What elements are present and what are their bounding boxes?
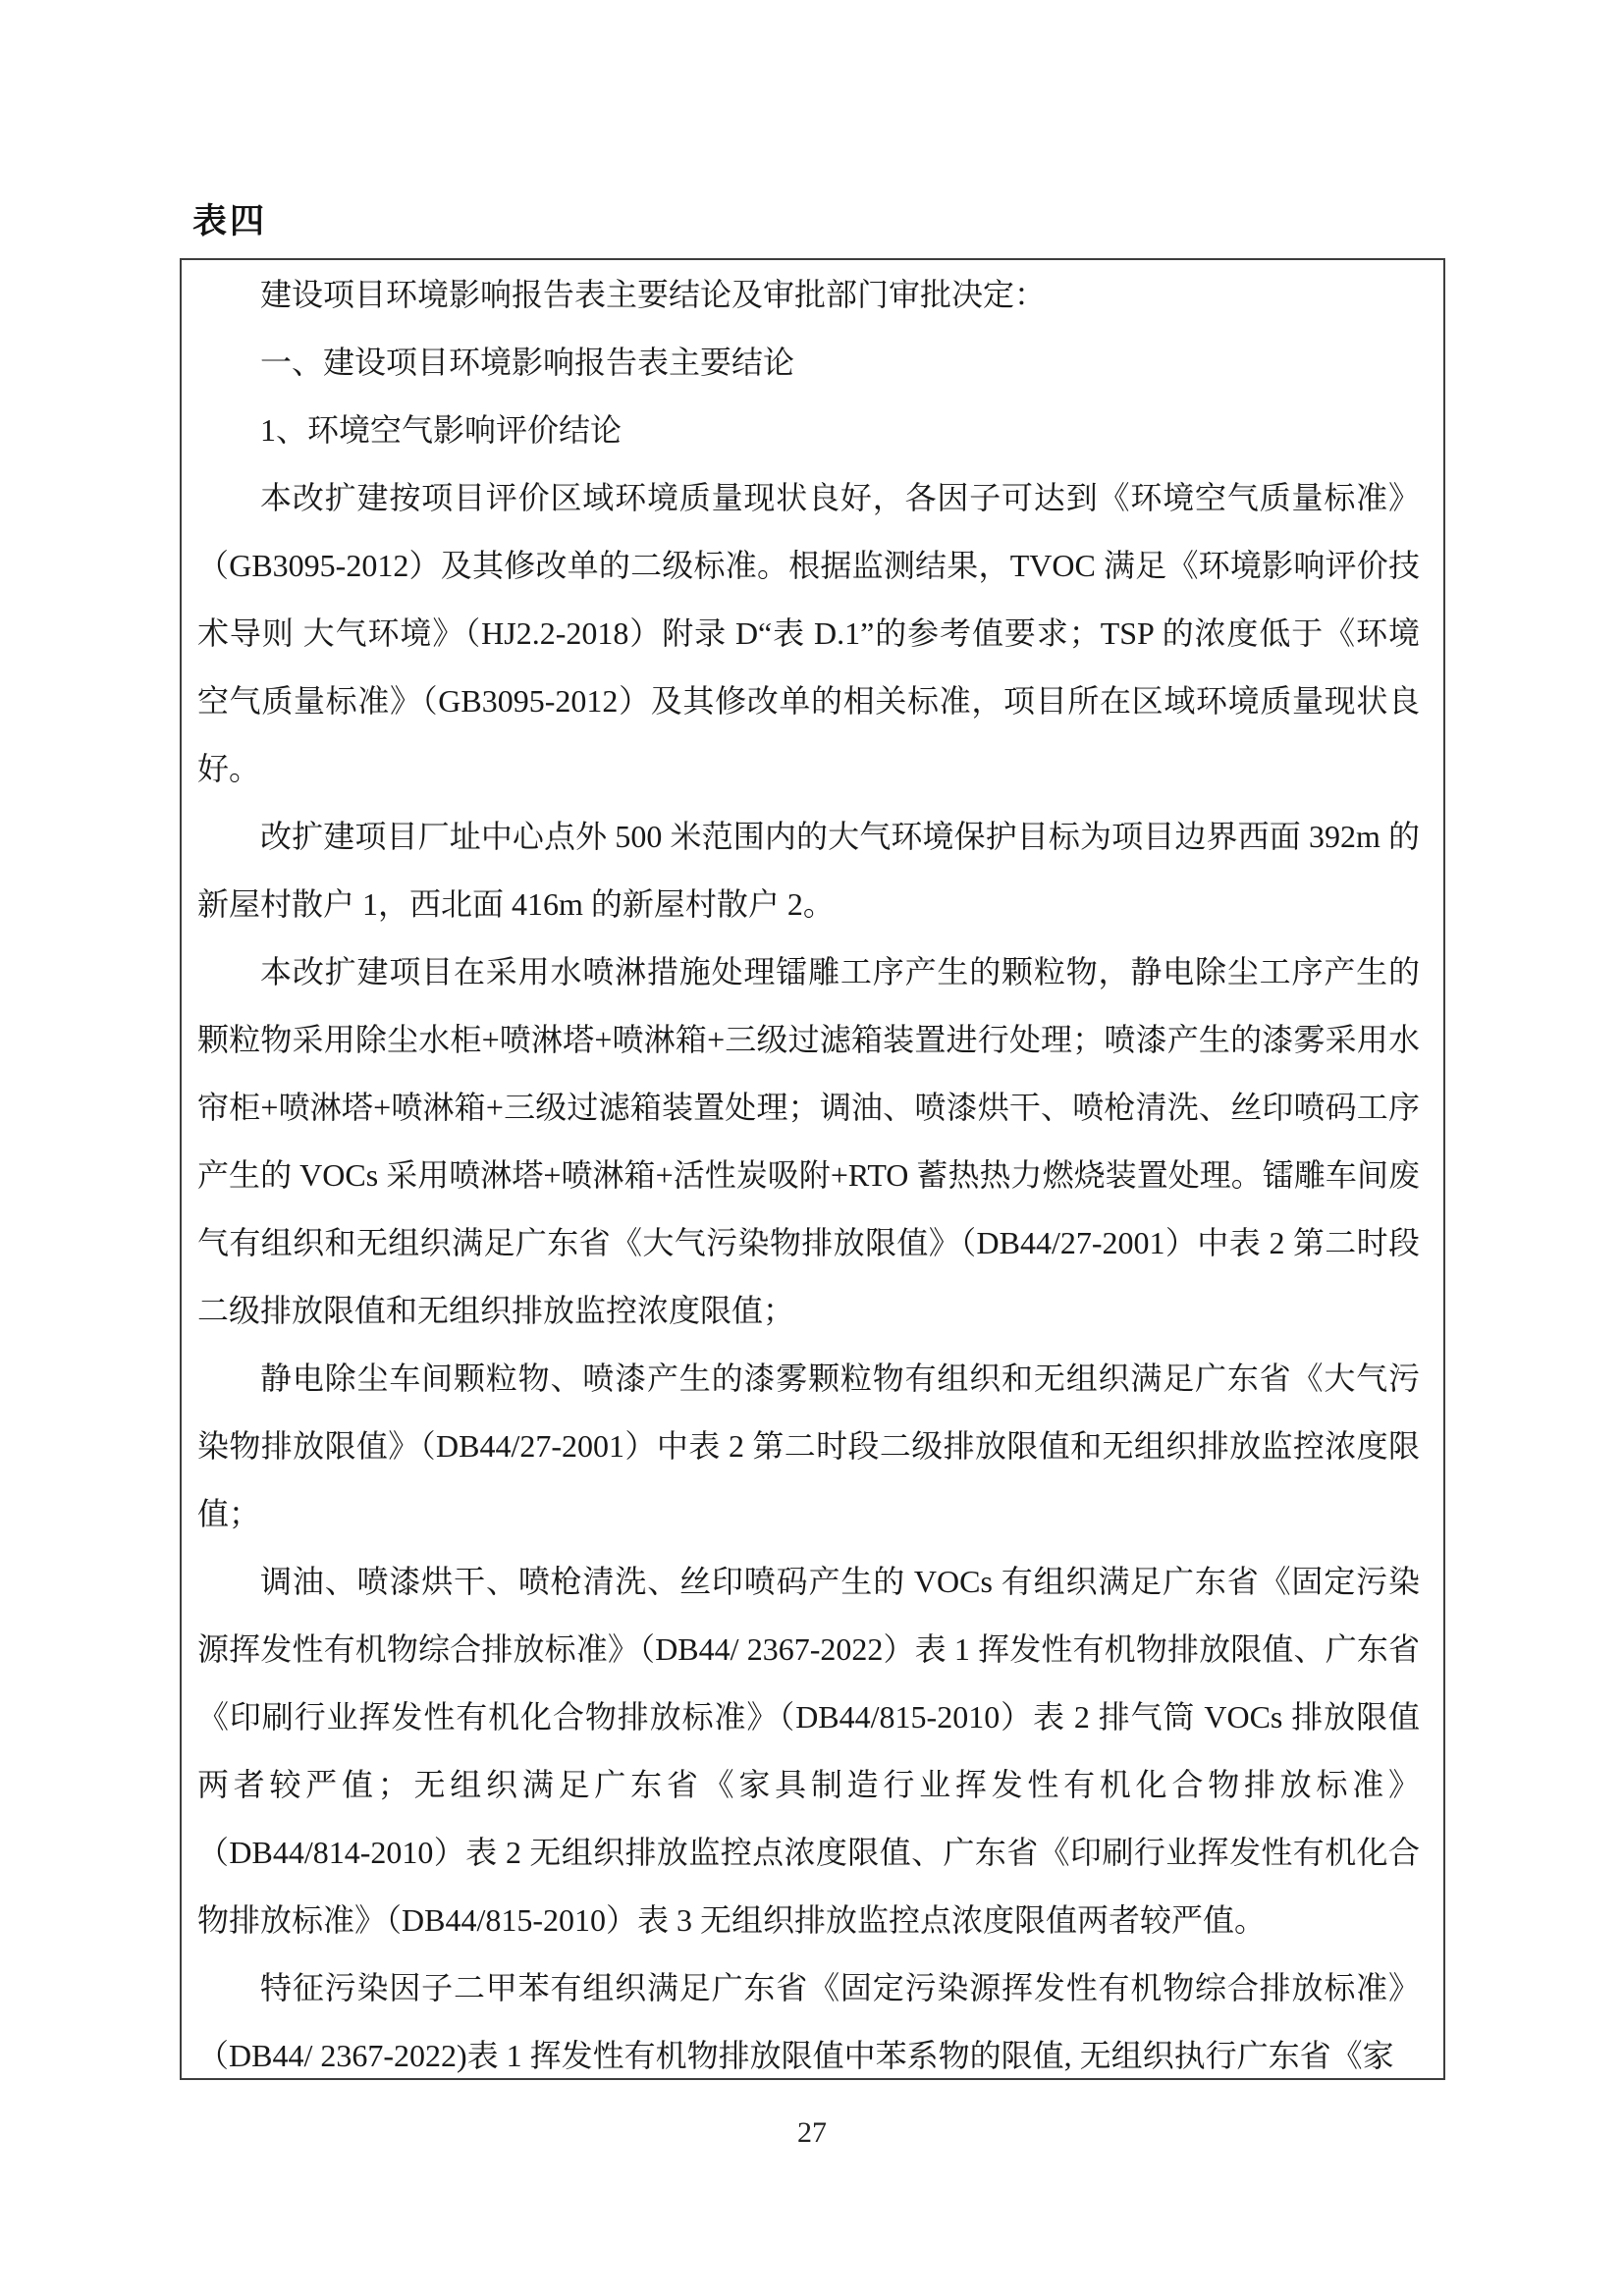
paragraph-protection-targets: 改扩建项目厂址中心点外 500 米范围内的大气环境保护目标为项目边界西面 392m 的新屋村散户 1，西北面 416m 的新屋村散户 2。 <box>197 819 1420 922</box>
paragraph-subsection-air: 1、环境空气影响评价结论 <box>260 412 623 448</box>
paragraph-title: 建设项目环境影响报告表主要结论及审批部门审批决定： <box>260 277 1047 312</box>
paragraph-air-quality-status: 本改扩建按项目评价区域环境质量现状良好，各因子可达到《环境空气质量标准》（GB3095-2012）及其修改单的二级标准。根据监测结果，TVOC 满足《环境影响评价技术导则 大气环境》（HJ2.2-2018）附录 D“表 D.1”的参考值要求；TSP 的浓度低于《环境空气质量标准》（GB3095-2012）及其修改单的相关标准，项目所在区域环境质量现状良好。 <box>197 480 1420 786</box>
table-four-heading: 表四 <box>192 202 268 240</box>
page-number: 27 <box>797 2116 827 2149</box>
paragraph-treatment-measures: 本改扩建项目在采用水喷淋措施处理镭雕工序产生的颗粒物，静电除尘工序产生的颗粒物采用除尘水柜+喷淋塔+喷淋箱+三级过滤箱装置进行处理；喷漆产生的漆雾采用水帘柜+喷淋塔+喷淋箱+三级过滤箱装置处理；调油、喷漆烘干、喷枪清洗、丝印喷码工序产生的 VOCs 采用喷淋塔+喷淋箱+活性炭吸附+RTO 蓄热热力燃烧装置处理。镭雕车间废气有组织和无组织满足广东省《大气污染物排放限值》（DB44/27-2001）中表 2 第二时段二级排放限值和无组织排放监控浓度限值； <box>197 954 1420 1328</box>
conclusion-text-box <box>180 258 1445 2080</box>
paragraph-vocs-limits: 调油、喷漆烘干、喷枪清洗、丝印喷码产生的 VOCs 有组织满足广东省《固定污染源挥发性有机物综合排放标准》（DB44/ 2367-2022）表 1 挥发性有机物排放限值、广东省《印刷行业挥发性有机化合物排放标准》（DB44/815-2010）表 2 排气筒 VOCs 排放限值两者较严值；无组织满足广东省《家具制造行业挥发性有机化合物排放标准》（DB44/814-2010）表 2 无组织排放监控点浓度限值、广东省《印刷行业挥发性有机化合物排放标准》（DB44/815-2010）表 3 无组织排放监控点浓度限值两者较严值。 <box>197 1564 1420 1938</box>
paragraph-section-one: 一、建设项目环境影响报告表主要结论 <box>260 345 795 380</box>
paragraph-dust-paint-limits: 静电除尘车间颗粒物、喷漆产生的漆雾颗粒物有组织和无组织满足广东省《大气污染物排放限值》（DB44/27-2001）中表 2 第二时段二级排放限值和无组织排放监控浓度限值； <box>197 1361 1420 1531</box>
paragraph-xylene-limits: 特征污染因子二甲苯有组织满足广东省《固定污染源挥发性有机物综合排放标准》（DB44/ 2367-2022)表 1 挥发性有机物排放限值中苯系物的限值, 无组织执行广东省《家 <box>197 1970 1420 2073</box>
